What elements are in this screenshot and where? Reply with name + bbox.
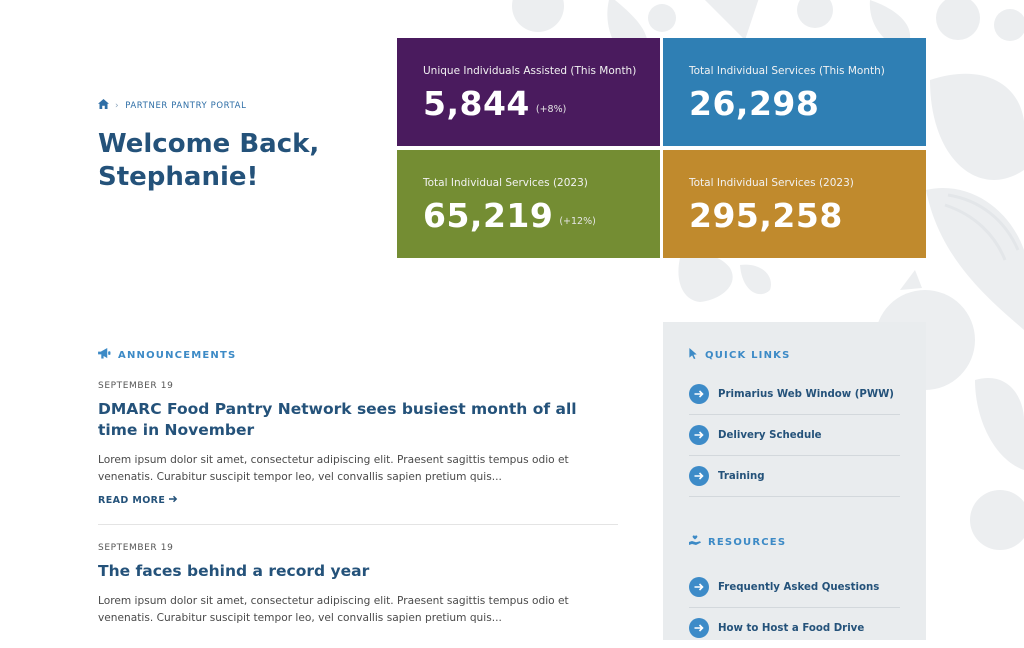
announcement-excerpt: Lorem ipsum dolor sit amet, consectetur adipiscing elit. Praesent sagittis tempus odio et venenatis. Curabitur suscipit tempor leo, vel convallis sapien pretium quis... [98,595,569,624]
quick-links-section [689,348,900,497]
arrow-right-circle-icon [689,577,709,597]
resource-link-faq[interactable]: Frequently Asked Questions [689,567,900,608]
announcement-date: SEPTEMBER 19 [98,543,174,553]
announcement-title[interactable]: DMARC Food Pantry Network sees busiest month of all time in November [98,400,577,439]
announcement-excerpt: Lorem ipsum dolor sit amet, consectetur adipiscing elit. Praesent sagittis tempus odio et venenatis. Curabitur suscipit tempor leo, vel convallis sapien pretium quis... [98,454,569,483]
divider [98,524,618,525]
cursor-icon [689,348,698,362]
arrow-right-circle-icon [689,618,709,638]
quick-links-list [689,374,900,497]
resource-link-food-drive[interactable]: How to Host a Food Drive [689,608,900,648]
welcome-line-1: Welcome Back, [98,129,320,159]
megaphone-icon [98,348,111,362]
page-title [98,128,368,194]
announcement-item [98,381,618,525]
stat-value: 5,844 (+8%) [423,84,567,123]
stat-label: Total Individual Services (2023) [423,177,588,189]
announcements-section [98,348,618,626]
quick-link-training[interactable]: Training [689,456,900,497]
resources-section [689,535,900,648]
resources-heading: RESOURCES [689,535,900,549]
stat-label: Total Individual Services (2023) [689,177,854,189]
arrow-right-circle-icon [689,384,709,404]
stat-change: (+12%) [559,216,596,227]
stat-value: 65,219 (+12%) [423,196,596,235]
stat-value: 295,258 [689,196,843,235]
resources-list [689,567,900,648]
welcome-line-2: Stephanie! [98,162,259,192]
quick-links-heading: QUICK LINKS [689,348,900,362]
stat-tile-services-month [663,38,926,146]
announcement-item [98,543,618,626]
quick-link-delivery-schedule[interactable]: Delivery Schedule [689,415,900,456]
arrow-right-circle-icon [689,466,709,486]
stat-tile-services-2023-b [663,150,926,258]
breadcrumb-label[interactable]: PARTNER PANTRY PORTAL [125,100,247,111]
stat-value: 26,298 [689,84,820,123]
announcements-heading: ANNOUNCEMENTS [98,348,618,362]
hand-heart-icon [689,535,701,549]
home-icon[interactable] [98,99,109,112]
stat-label: Total Individual Services (This Month) [689,65,885,77]
stat-label: Unique Individuals Assisted (This Month) [423,65,637,77]
stat-tile-unique-month [397,38,660,146]
breadcrumb-separator: › [115,100,120,111]
arrow-right-icon [169,495,178,506]
breadcrumb [98,99,246,112]
announcement-title[interactable]: The faces behind a record year [98,562,370,580]
stat-change: (+8%) [535,104,567,115]
announcement-date: SEPTEMBER 19 [98,381,174,391]
read-more-link[interactable]: READ MORE [98,495,178,506]
arrow-right-circle-icon [689,425,709,445]
sidebar-panel [663,322,926,640]
stat-tile-services-2023-a [397,150,660,258]
quick-link-pww[interactable]: Primarius Web Window (PWW) [689,374,900,415]
